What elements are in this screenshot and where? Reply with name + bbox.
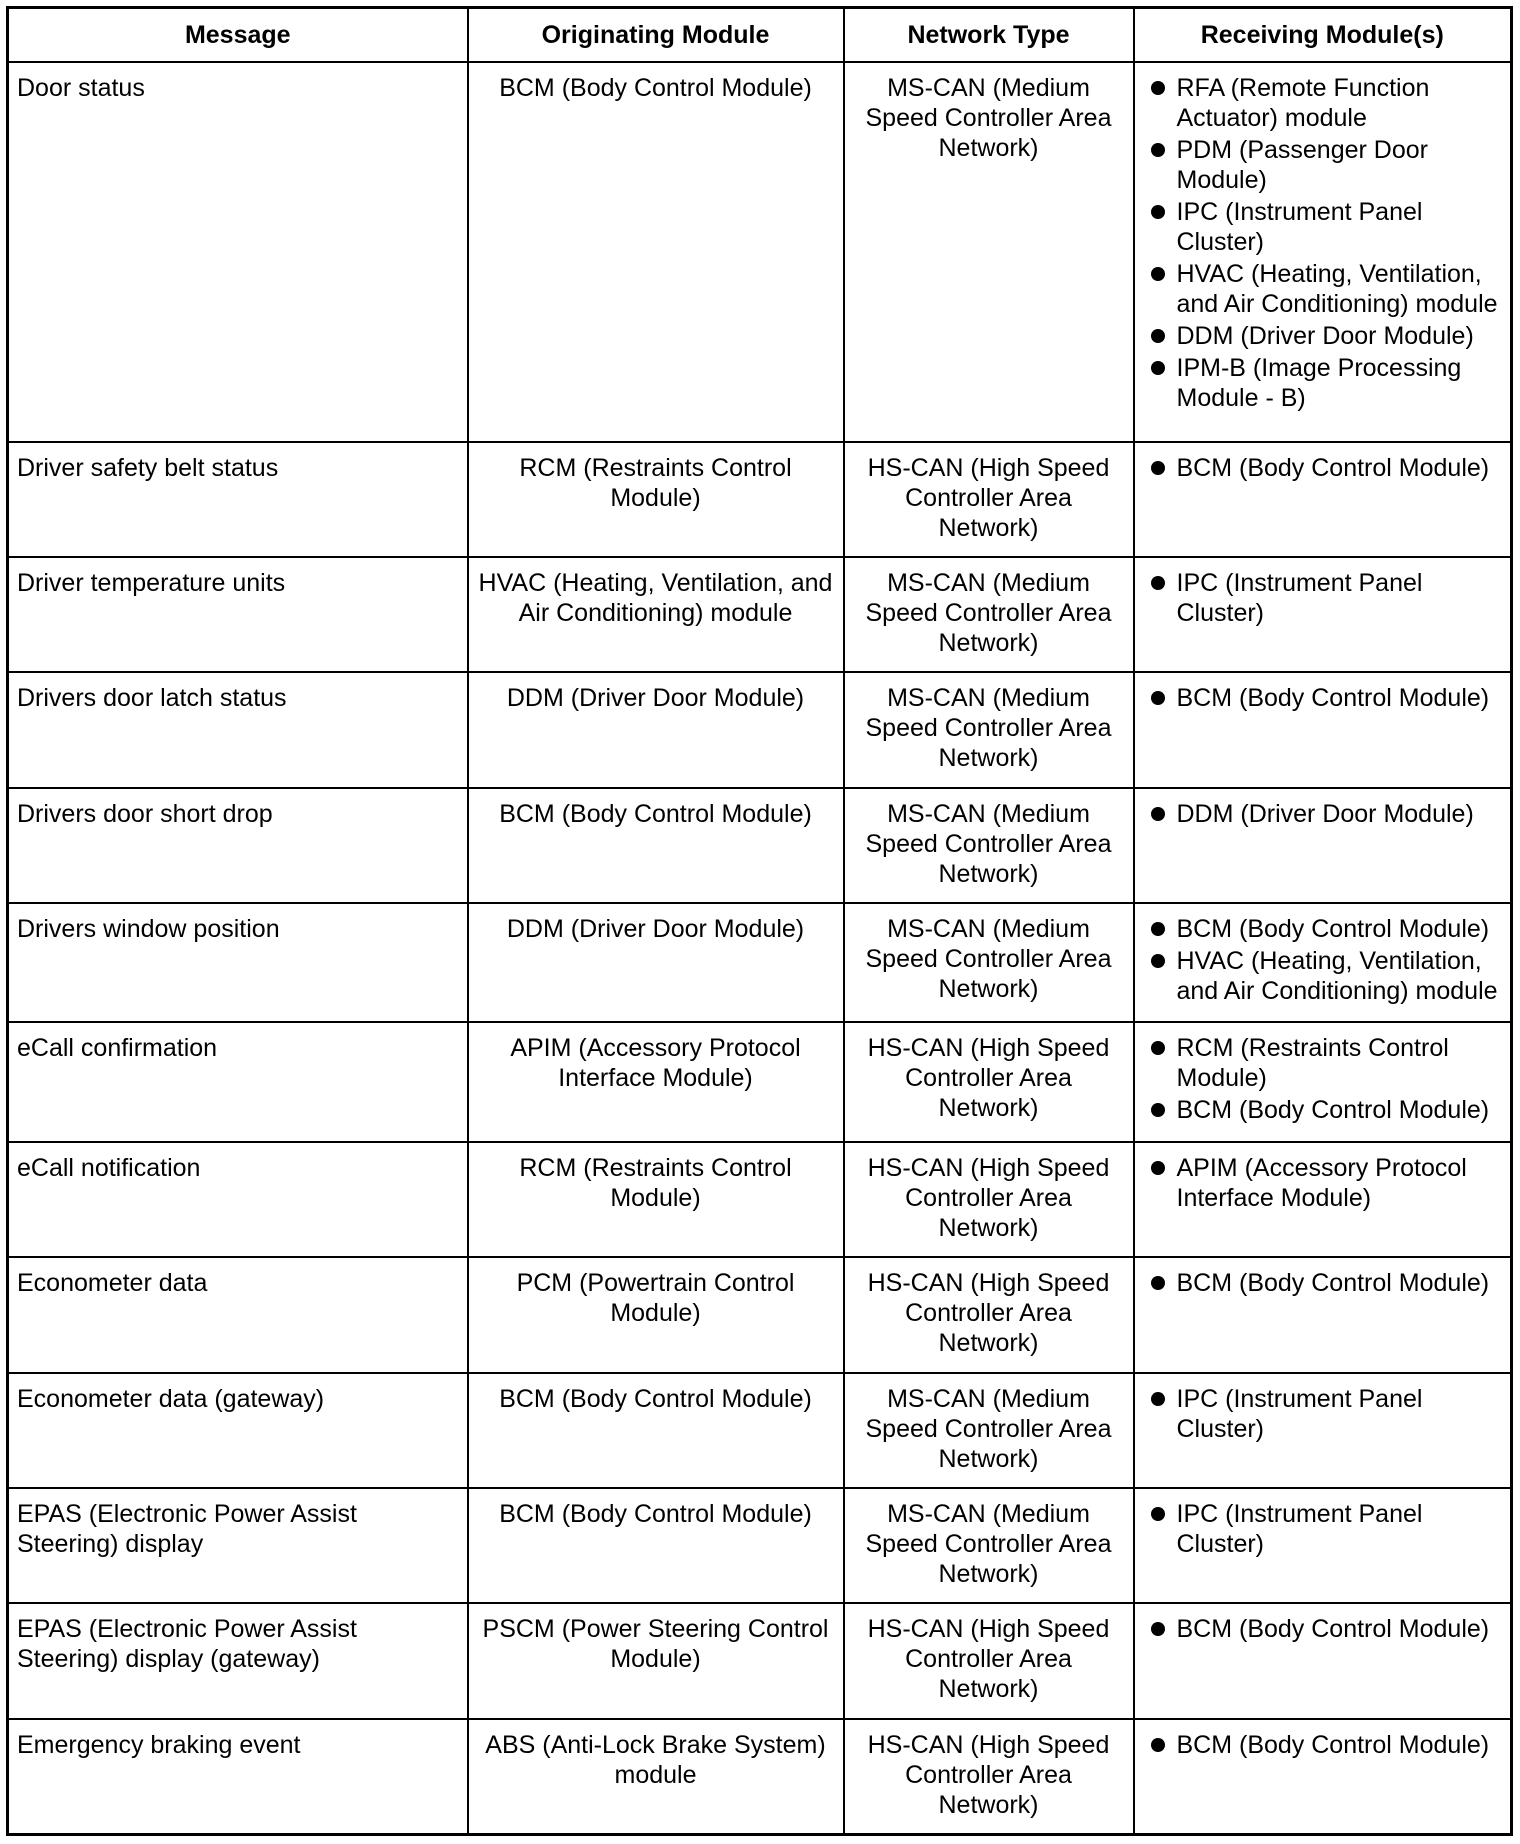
originating-module-cell: ABS (Anti-Lock Brake System) module — [468, 1719, 844, 1835]
bullet-icon — [1151, 205, 1165, 219]
header-row — [8, 8, 1512, 63]
bullet-icon — [1151, 143, 1165, 157]
network-type-cell: MS-CAN (Medium Speed Controller Area Network) — [844, 1373, 1134, 1488]
table-row — [8, 903, 1512, 1023]
receiving-modules-cell — [1134, 442, 1512, 557]
bullet-icon — [1151, 922, 1165, 936]
bullet-icon — [1151, 267, 1165, 281]
originating-module-cell: RCM (Restraints Control Module) — [468, 442, 844, 557]
message-cell: Econometer data — [8, 1257, 468, 1372]
list-item — [1143, 946, 1503, 1006]
receiving-modules-cell — [1134, 1373, 1512, 1488]
network-type-cell: HS-CAN (High Speed Controller Area Network) — [844, 442, 1134, 557]
receiving-modules-cell — [1134, 62, 1512, 442]
receiving-module-label: HVAC (Heating, Ventilation, and Air Conditioning) module — [1176, 260, 1498, 318]
receiving-module-label: IPC (Instrument Panel Cluster) — [1176, 198, 1423, 256]
list-item — [1143, 799, 1503, 829]
receiving-modules-list — [1143, 914, 1503, 1006]
receiving-module-label: BCM (Body Control Module) — [1176, 453, 1490, 482]
message-cell: eCall confirmation — [8, 1022, 468, 1142]
list-item — [1143, 914, 1503, 944]
bullet-icon — [1151, 954, 1165, 968]
message-cell: Driver temperature units — [8, 557, 468, 672]
list-item — [1143, 353, 1503, 413]
bullet-icon — [1151, 1738, 1165, 1752]
network-type-cell: MS-CAN (Medium Speed Controller Area Network) — [844, 903, 1134, 1023]
network-type-cell: MS-CAN (Medium Speed Controller Area Network) — [844, 62, 1134, 442]
list-item — [1143, 135, 1503, 195]
receiving-modules-list — [1143, 1614, 1503, 1644]
network-type-cell: HS-CAN (High Speed Controller Area Network) — [844, 1719, 1134, 1835]
receiving-module-label: IPC (Instrument Panel Cluster) — [1176, 1499, 1423, 1558]
bullet-icon — [1151, 81, 1165, 95]
bullet-icon — [1151, 329, 1165, 343]
receiving-modules-list — [1143, 799, 1503, 829]
originating-module-cell: BCM (Body Control Module) — [468, 788, 844, 903]
receiving-module-label: RCM (Restraints Control Module) — [1176, 1034, 1449, 1093]
message-cell: Driver safety belt status — [8, 442, 468, 557]
table-row — [8, 62, 1512, 442]
receiving-module-label: IPC (Instrument Panel Cluster) — [1176, 568, 1423, 627]
table-row — [8, 1022, 1512, 1142]
list-item — [1143, 568, 1503, 628]
originating-module-cell: PCM (Powertrain Control Module) — [468, 1257, 844, 1372]
list-item — [1143, 1095, 1503, 1125]
receiving-modules-list — [1143, 1153, 1503, 1213]
bullet-icon — [1151, 1507, 1165, 1521]
bullet-icon — [1151, 361, 1165, 375]
receiving-module-label: BCM (Body Control Module) — [1176, 1269, 1490, 1298]
receiving-modules-cell — [1134, 1022, 1512, 1142]
receiving-module-label: APIM (Accessory Protocol Interface Module) — [1176, 1153, 1467, 1212]
header-network-type: Network Type — [844, 8, 1134, 63]
list-item — [1143, 197, 1503, 257]
receiving-module-label: HVAC (Heating, Ventilation, and Air Conditioning) module — [1176, 946, 1498, 1005]
bullet-icon — [1151, 461, 1165, 475]
list-item — [1143, 453, 1503, 483]
table-row — [8, 1257, 1512, 1372]
header-receiving-modules: Receiving Module(s) — [1134, 8, 1512, 63]
table-row — [8, 1142, 1512, 1257]
list-item — [1143, 1499, 1503, 1559]
message-cell: Drivers door short drop — [8, 788, 468, 903]
message-cell: EPAS (Electronic Power Assist Steering) display (gateway) — [8, 1603, 468, 1718]
receiving-module-label: BCM (Body Control Module) — [1176, 1096, 1490, 1125]
network-type-cell: HS-CAN (High Speed Controller Area Network) — [844, 1257, 1134, 1372]
receiving-module-label: BCM (Body Control Module) — [1176, 684, 1490, 713]
receiving-module-label: BCM (Body Control Module) — [1176, 1730, 1490, 1759]
message-cell: Drivers window position — [8, 903, 468, 1023]
table-row — [8, 672, 1512, 787]
receiving-module-label: RFA (Remote Function Actuator) module — [1176, 74, 1430, 132]
message-cell: Drivers door latch status — [8, 672, 468, 787]
receiving-modules-list — [1143, 683, 1503, 713]
receiving-module-label: DDM (Driver Door Module) — [1176, 799, 1474, 828]
receiving-module-label: DDM (Driver Door Module) — [1176, 322, 1474, 350]
table-row — [8, 557, 1512, 672]
table-row — [8, 1488, 1512, 1603]
table-row — [8, 1719, 1512, 1835]
list-item — [1143, 683, 1503, 713]
message-table — [6, 6, 1513, 1836]
originating-module-cell: DDM (Driver Door Module) — [468, 903, 844, 1023]
receiving-module-label: BCM (Body Control Module) — [1176, 914, 1490, 943]
bullet-icon — [1151, 576, 1165, 590]
message-cell: Door status — [8, 62, 468, 442]
receiving-module-label: BCM (Body Control Module) — [1176, 1615, 1490, 1644]
bullet-icon — [1151, 1622, 1165, 1636]
receiving-modules-cell — [1134, 1142, 1512, 1257]
receiving-modules-list — [1143, 568, 1503, 628]
list-item — [1143, 321, 1503, 351]
network-type-cell: MS-CAN (Medium Speed Controller Area Network) — [844, 788, 1134, 903]
message-cell: eCall notification — [8, 1142, 468, 1257]
bullet-icon — [1151, 1161, 1165, 1175]
message-cell: Econometer data (gateway) — [8, 1373, 468, 1488]
bullet-icon — [1151, 807, 1165, 821]
receiving-module-label: IPC (Instrument Panel Cluster) — [1176, 1384, 1423, 1443]
list-item — [1143, 1268, 1503, 1298]
originating-module-cell: RCM (Restraints Control Module) — [468, 1142, 844, 1257]
originating-module-cell: BCM (Body Control Module) — [468, 62, 844, 442]
network-type-cell: HS-CAN (High Speed Controller Area Network) — [844, 1142, 1134, 1257]
receiving-modules-cell — [1134, 788, 1512, 903]
receiving-modules-cell — [1134, 557, 1512, 672]
network-type-cell: MS-CAN (Medium Speed Controller Area Network) — [844, 557, 1134, 672]
list-item — [1143, 73, 1503, 133]
list-item — [1143, 1033, 1503, 1093]
bullet-icon — [1151, 1276, 1165, 1290]
bullet-icon — [1151, 1103, 1165, 1117]
table-row — [8, 1603, 1512, 1718]
list-item — [1143, 1384, 1503, 1444]
receiving-modules-list — [1143, 1499, 1503, 1559]
receiving-modules-list — [1143, 453, 1503, 483]
receiving-modules-cell — [1134, 672, 1512, 787]
originating-module-cell: DDM (Driver Door Module) — [468, 672, 844, 787]
message-cell: Emergency braking event — [8, 1719, 468, 1835]
receiving-modules-cell — [1134, 1257, 1512, 1372]
message-cell: EPAS (Electronic Power Assist Steering) display — [8, 1488, 468, 1603]
bullet-icon — [1151, 691, 1165, 705]
table-row — [8, 442, 1512, 557]
originating-module-cell: BCM (Body Control Module) — [468, 1373, 844, 1488]
network-type-cell: MS-CAN (Medium Speed Controller Area Network) — [844, 1488, 1134, 1603]
receiving-module-label: PDM (Passenger Door Module) — [1176, 136, 1428, 194]
receiving-modules-cell — [1134, 903, 1512, 1023]
header-message: Message — [8, 8, 468, 63]
originating-module-cell: PSCM (Power Steering Control Module) — [468, 1603, 844, 1718]
receiving-module-label: IPM-B (Image Processing Module - B) — [1176, 354, 1462, 412]
receiving-modules-cell — [1134, 1488, 1512, 1603]
network-type-cell: HS-CAN (High Speed Controller Area Network) — [844, 1603, 1134, 1718]
list-item — [1143, 1153, 1503, 1213]
list-item — [1143, 1730, 1503, 1760]
header-originating-module: Originating Module — [468, 8, 844, 63]
network-type-cell: MS-CAN (Medium Speed Controller Area Network) — [844, 672, 1134, 787]
originating-module-cell: APIM (Accessory Protocol Interface Module) — [468, 1022, 844, 1142]
receiving-modules-list — [1143, 1730, 1503, 1760]
receiving-modules-list — [1143, 73, 1503, 413]
receiving-modules-cell — [1134, 1719, 1512, 1835]
table-row — [8, 1373, 1512, 1488]
receiving-modules-list — [1143, 1384, 1503, 1444]
list-item — [1143, 259, 1503, 319]
list-item — [1143, 1614, 1503, 1644]
receiving-modules-list — [1143, 1268, 1503, 1298]
table-row — [8, 788, 1512, 903]
bullet-icon — [1151, 1392, 1165, 1406]
network-type-cell: HS-CAN (High Speed Controller Area Network) — [844, 1022, 1134, 1142]
bullet-icon — [1151, 1041, 1165, 1055]
originating-module-cell: HVAC (Heating, Ventilation, and Air Conditioning) module — [468, 557, 844, 672]
receiving-modules-list — [1143, 1033, 1503, 1125]
originating-module-cell: BCM (Body Control Module) — [468, 1488, 844, 1603]
receiving-modules-cell — [1134, 1603, 1512, 1718]
